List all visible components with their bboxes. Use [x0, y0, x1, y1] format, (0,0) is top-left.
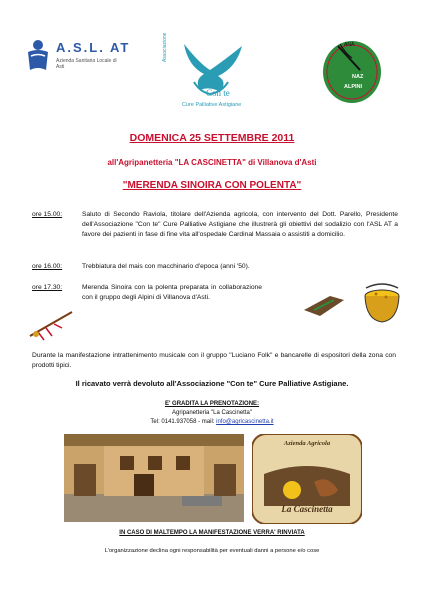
- asl-subtitle: Azienda Sanitaria Locale di Asti: [56, 58, 117, 70]
- schedule-text-2: Trebbiatura del mais con macchinario d'epoca (anni '50).: [82, 263, 250, 270]
- schedule-text-3: Merenda Sinoira con la polenta preparata in collaborazione con il gruppo degli Alpini di Villanova d'Asti.: [82, 284, 262, 301]
- sign-line-1: Azienda Agricola: [283, 440, 331, 447]
- schedule-time-3: ore 17.30:: [32, 284, 63, 291]
- schedule-time-1: ore 15.00:: [32, 211, 63, 218]
- entertainment-text: Durante la manifestazione intrattenimento musicale con il gruppo "Luciano Folk" e bancarelle di espositori della zona con prodotti tipici.: [32, 352, 396, 369]
- schedule-time-2: ore 16.00:: [32, 263, 63, 270]
- conte-name: Con te: [206, 88, 230, 98]
- proceeds-text: Il ricavato verrà devoluto all'Associazione "Con te" Cure Palliative Astigiane.: [75, 379, 349, 388]
- alpini-label: ALPINI: [344, 84, 363, 90]
- polenta-board-icon: [300, 290, 348, 320]
- booking-place: Agripanetteria "La Cascinetta": [172, 410, 252, 416]
- asl-logo: [26, 38, 136, 78]
- polenta-pot-icon: [358, 282, 406, 326]
- asl-title: A.S.L. AT: [56, 40, 131, 55]
- event-date: DOMENICA 25 SETTEMBRE 2011: [129, 132, 295, 144]
- schedule-text-1: Saluto di Secondo Raviola, titolare dell'Azienda agricola, con intervento del Dott. Parello, Presidente dell'Associazione "Con te" Cure Palliative Astigiane che illustrerà gli obiettivi del sodalizio con l'ASL AT a favore dei pazienti in fase di fine vita all'ospedale Cardinal Massaia o assistiti a domicilio.: [82, 211, 398, 238]
- booking-phone: Tel: 0141.937058: [150, 419, 197, 425]
- booking-contacts: [0, 418, 424, 427]
- disclaimer-text: L'organizzazione declina ogni responsabilità per eventuali danni a persone e/o cose: [104, 548, 320, 554]
- farmhouse-photo: [64, 434, 244, 522]
- alpini-top-label: ANA: [344, 42, 355, 48]
- booking-email-link[interactable]: info@agricascinetta.it: [216, 419, 274, 425]
- booking-mail-prefix: - mail:: [196, 419, 217, 425]
- weather-notice: IN CASO DI MALTEMPO LA MANIFESTAZIONE VERRA' RINVIATA: [119, 530, 305, 536]
- asl-emblem-icon: [26, 38, 52, 72]
- threshing-tool-icon: [28, 306, 76, 342]
- event-title: "MERENDA SINOIRA CON POLENTA": [122, 180, 302, 191]
- sign-line-2: La Cascinetta: [281, 504, 333, 514]
- alpini-naz-label: NAZ: [352, 74, 364, 80]
- booking-info: [0, 400, 424, 427]
- booking-heading: E' GRADITA LA PRENOTAZIONE:: [164, 401, 260, 407]
- conte-logo: [162, 32, 252, 114]
- event-venue: all'Agripanetteria "LA CASCINETTA" di Villanova d'Asti: [107, 158, 317, 167]
- conte-side-label: Associazione: [162, 32, 168, 62]
- alpini-logo: [322, 36, 382, 104]
- conte-subtitle: Cure Palliative Astigiane: [182, 102, 242, 108]
